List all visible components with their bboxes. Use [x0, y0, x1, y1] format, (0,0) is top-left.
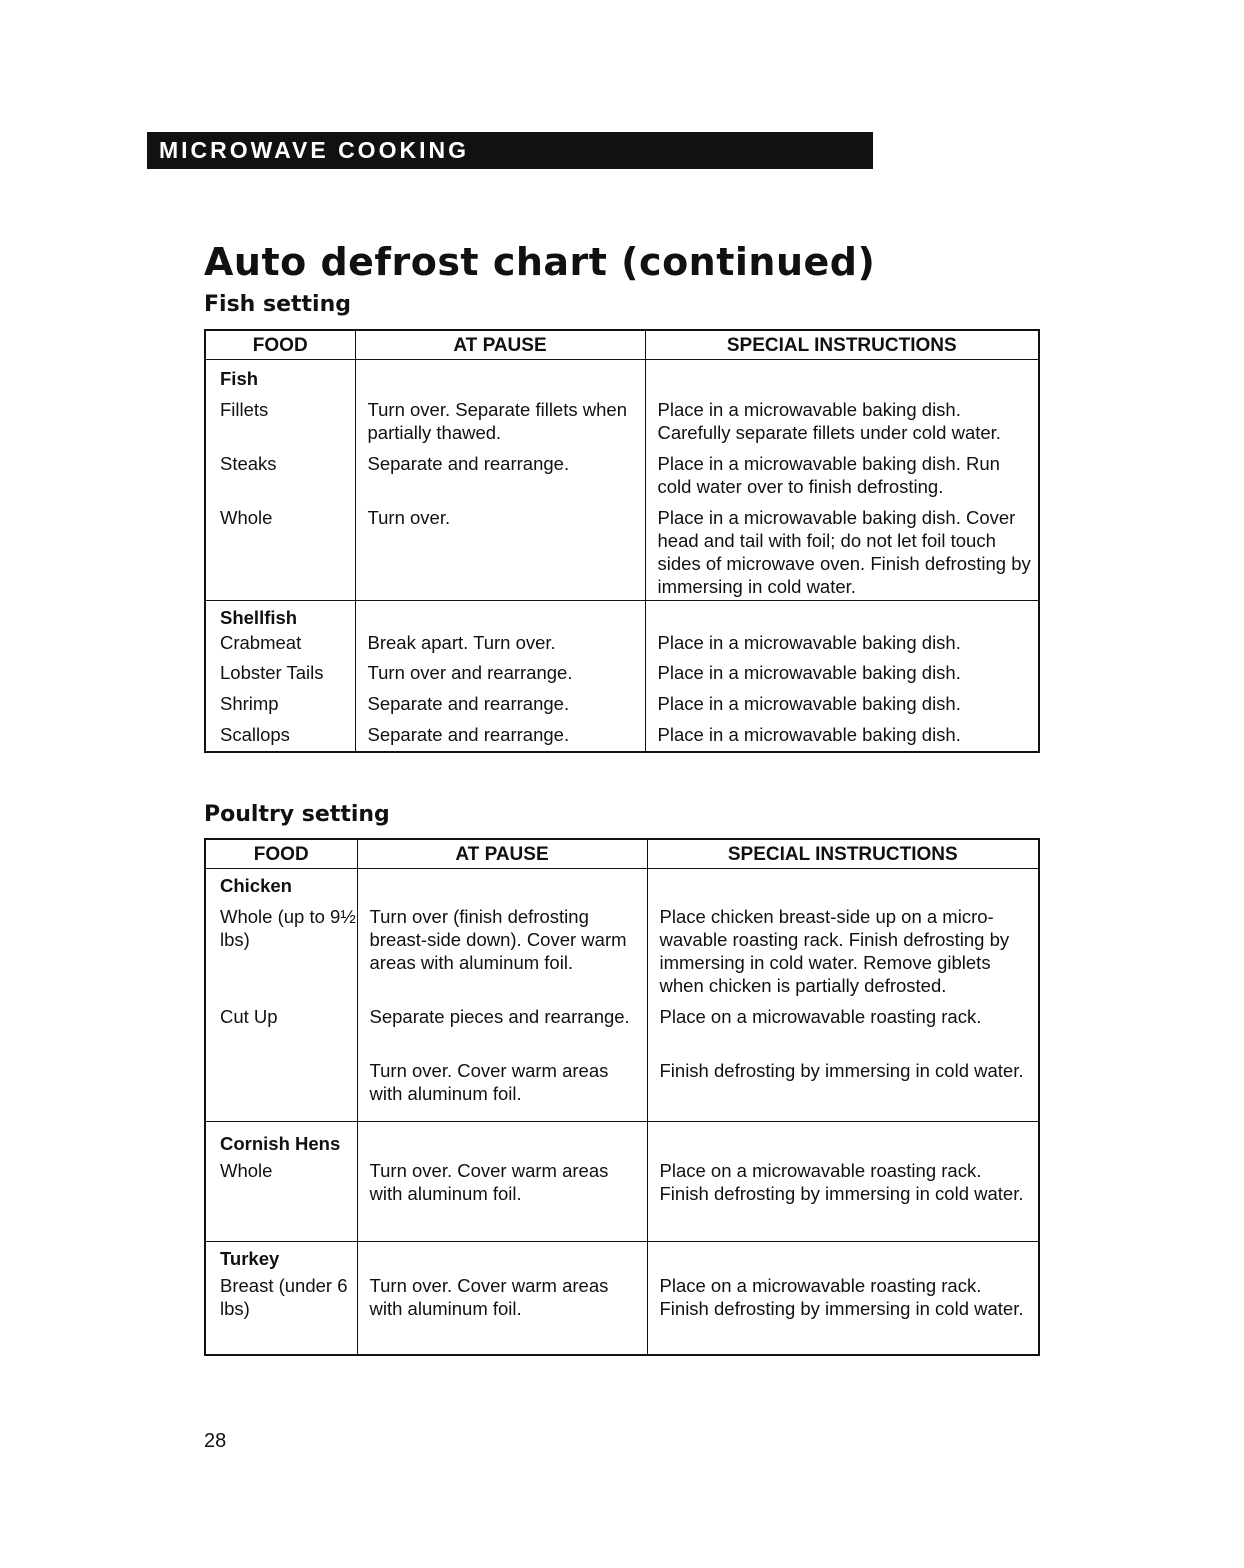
table-header-row: [205, 330, 1039, 360]
group-header-row: [205, 360, 1039, 399]
group-title: Chicken: [205, 869, 357, 906]
instructions-cell: Place chicken breast-side up on a micro-wavable roasting rack. Finish defrosting by immersing in cold water. Remove giblets when chicken is partially defrosted.: [647, 905, 1039, 1005]
at-pause-cell: Turn over. Cover warm areas with aluminum foil.: [357, 1159, 647, 1242]
group-header-row: [205, 601, 1039, 632]
food-cell: Scallops: [205, 723, 355, 752]
food-cell: Steaks: [205, 452, 355, 506]
food-cell: Crabmeat: [205, 631, 355, 661]
group-header-row: [205, 869, 1039, 906]
group-title: Shellfish: [205, 601, 355, 632]
at-pause-cell: Separate pieces and rearrange.: [357, 1005, 647, 1059]
table-row: [205, 1274, 1039, 1355]
group-header-row: [205, 1122, 1039, 1160]
at-pause-cell: Separate and rearrange.: [355, 452, 645, 506]
group-header-row: [205, 1242, 1039, 1275]
group-title: Turkey: [205, 1242, 357, 1275]
table-header-row: [205, 839, 1039, 869]
at-pause-cell: Turn over. Cover warm areas with aluminum foil.: [357, 1274, 647, 1355]
table-row: [205, 661, 1039, 692]
food-cell: [205, 1059, 357, 1122]
instructions-cell: Place in a microwavable baking dish.: [645, 692, 1039, 723]
at-pause-cell: Turn over. Cover warm areas with aluminum foil.: [357, 1059, 647, 1122]
at-pause-cell: Break apart. Turn over.: [355, 631, 645, 661]
instructions-cell: Place on a microwavable roasting rack. Finish defrosting by immersing in cold water.: [647, 1159, 1039, 1242]
food-cell: Cut Up: [205, 1005, 357, 1059]
food-cell: Shrimp: [205, 692, 355, 723]
table-row: [205, 905, 1039, 1005]
group-title: Fish: [205, 360, 355, 399]
page-number: 28: [204, 1430, 227, 1452]
food-cell: Whole: [205, 1159, 357, 1242]
page-title: Auto defrost chart (continued): [204, 240, 876, 284]
instructions-cell: Place in a microwavable baking dish.: [645, 631, 1039, 661]
instructions-cell: Place in a microwavable baking dish.: [645, 723, 1039, 752]
column-header-food: FOOD: [205, 839, 357, 869]
at-pause-cell: Turn over. Separate fillets when partially thawed.: [355, 398, 645, 452]
section-banner: MICROWAVE COOKING: [147, 132, 873, 169]
table-row: [205, 398, 1039, 452]
column-header-special-instructions: SPECIAL INSTRUCTIONS: [645, 330, 1039, 360]
at-pause-cell: Separate and rearrange.: [355, 692, 645, 723]
at-pause-cell: Turn over (finish defrosting breast-side down). Cover warm areas with aluminum foil.: [357, 905, 647, 1005]
column-header-special-instructions: SPECIAL INSTRUCTIONS: [647, 839, 1039, 869]
at-pause-cell: Separate and rearrange.: [355, 723, 645, 752]
column-header-at-pause: AT PAUSE: [357, 839, 647, 869]
table-row: [205, 692, 1039, 723]
table-row: [205, 631, 1039, 661]
table-row: [205, 506, 1039, 601]
fish-table: [204, 329, 1040, 753]
table-row: [205, 1059, 1039, 1122]
instructions-cell: Place on a microwavable roasting rack.: [647, 1005, 1039, 1059]
column-header-food: FOOD: [205, 330, 355, 360]
table-row: [205, 1159, 1039, 1242]
instructions-cell: Place in a microwavable baking dish. Cover head and tail with foil; do not let foil touch sides of microwave oven. Finish defrosting by immersing in cold water.: [645, 506, 1039, 601]
instructions-cell: Place on a microwavable roasting rack. Finish defrosting by immersing in cold water.: [647, 1274, 1039, 1355]
poultry-table: [204, 838, 1040, 1356]
group-title: Cornish Hens: [205, 1122, 357, 1160]
fish-section-title: Fish setting: [204, 292, 351, 317]
table-row: [205, 723, 1039, 752]
instructions-cell: Place in a microwavable baking dish. Carefully separate fillets under cold water.: [645, 398, 1039, 452]
food-cell: Fillets: [205, 398, 355, 452]
column-header-at-pause: AT PAUSE: [355, 330, 645, 360]
instructions-cell: Finish defrosting by immersing in cold water.: [647, 1059, 1039, 1122]
at-pause-cell: Turn over and rearrange.: [355, 661, 645, 692]
table-row: [205, 452, 1039, 506]
table-row: [205, 1005, 1039, 1059]
poultry-section-title: Poultry setting: [204, 802, 390, 827]
at-pause-cell: Turn over.: [355, 506, 645, 601]
instructions-cell: Place in a microwavable baking dish.: [645, 661, 1039, 692]
food-cell: Whole (up to 9½ lbs): [205, 905, 357, 1005]
food-cell: Whole: [205, 506, 355, 601]
instructions-cell: Place in a microwavable baking dish. Run cold water over to finish defrosting.: [645, 452, 1039, 506]
food-cell: Lobster Tails: [205, 661, 355, 692]
food-cell: Breast (under 6 lbs): [205, 1274, 357, 1355]
